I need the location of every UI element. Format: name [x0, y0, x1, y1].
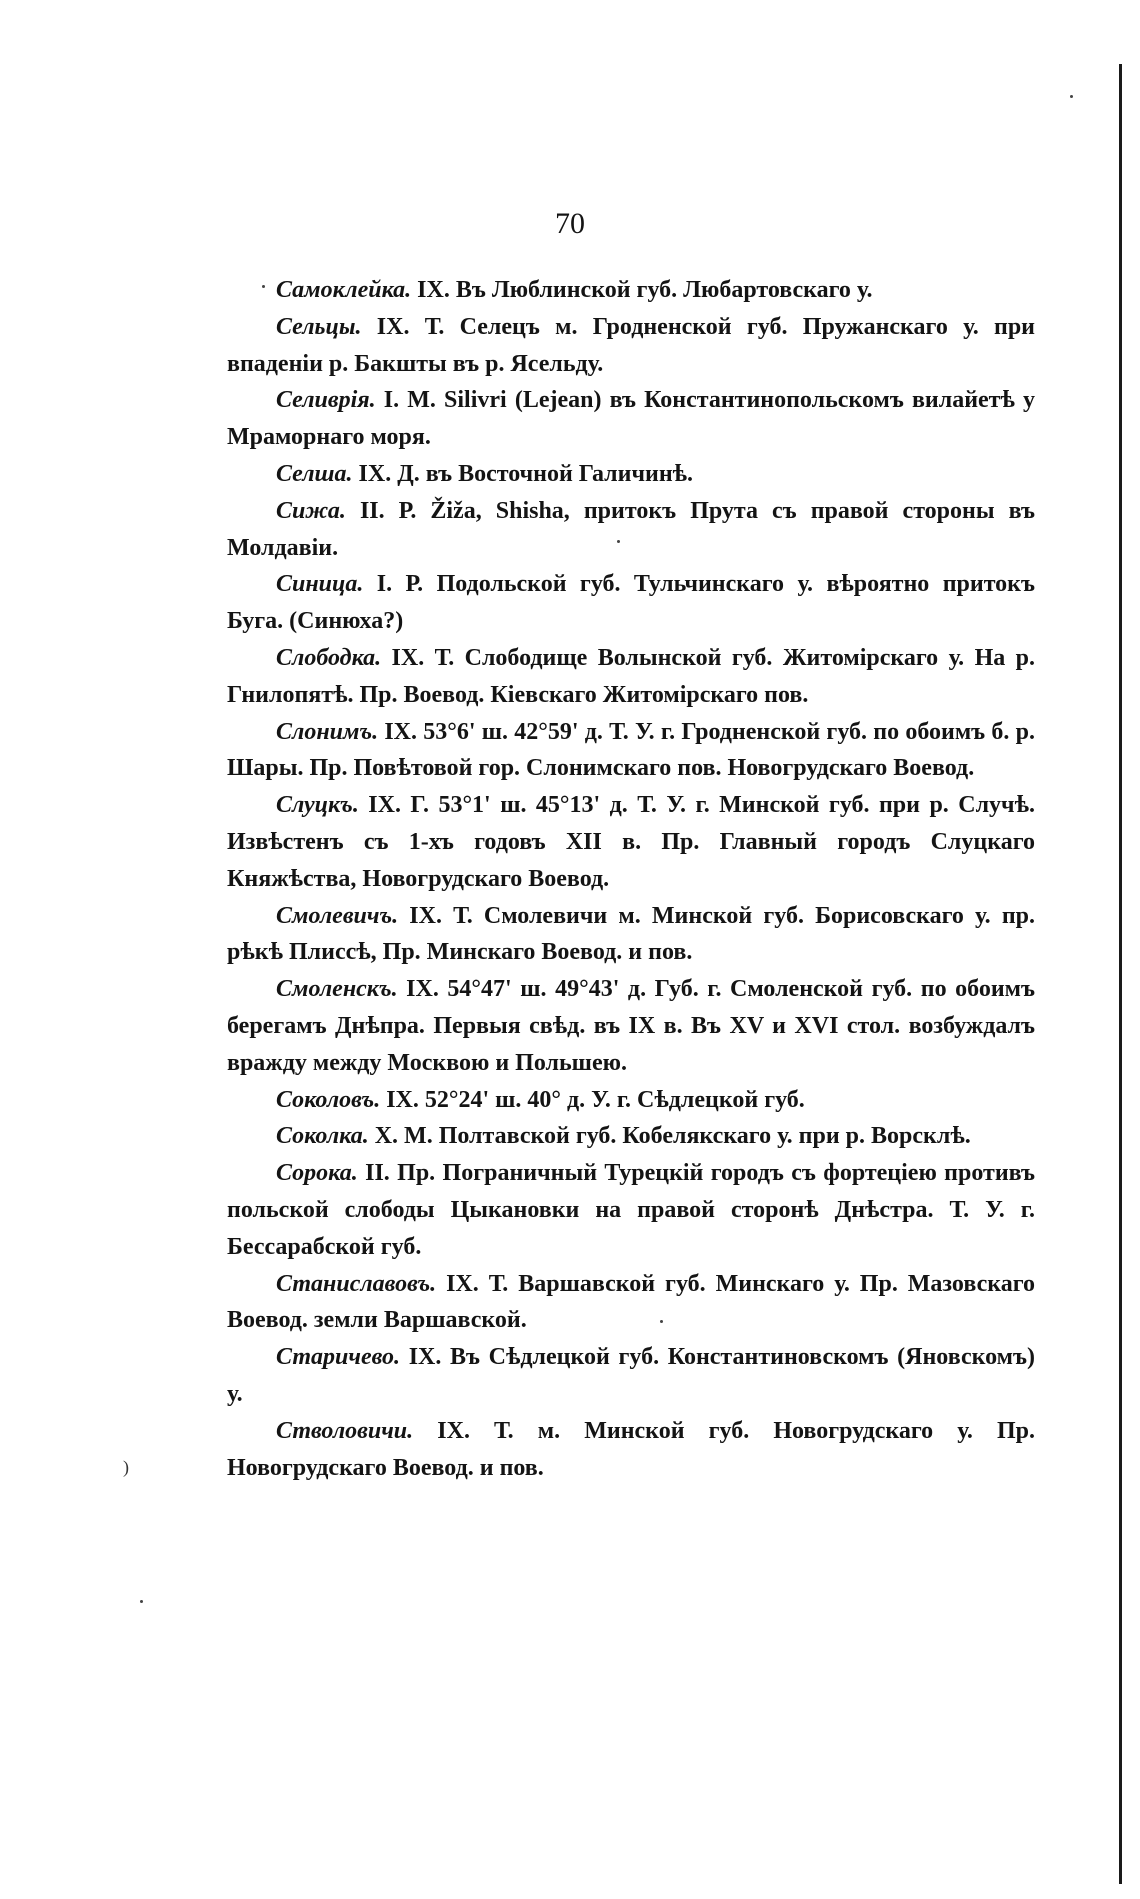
- entry-term: Стволовичи.: [276, 1417, 414, 1444]
- entry-sokolov: [227, 1082, 1035, 1119]
- entry-term: Слуцкъ.: [276, 792, 359, 819]
- entry-term: Самоклейка.: [276, 277, 412, 303]
- entry-text: IX. Т. Слободище Волынской губ. Житомірскаго у. На р. Гнилопятѣ. Пр. Воевод. Кіевскаго Житомірскаго пов.: [227, 644, 1035, 708]
- entry-stvolovichi: [227, 1413, 1035, 1487]
- entry-term: Старичево.: [276, 1344, 401, 1371]
- entry-text: X. М. Полтавской губ. Кобелякскаго у. при р. Ворсклѣ.: [368, 1123, 971, 1150]
- entry-text: IX. Т. Смолевичи м. Минской губ. Борисовскаго у. пр. рѣкѣ Плиссѣ, Пр. Минскаго Воевод. и пов.: [227, 902, 1035, 966]
- scan-speck: [262, 285, 265, 288]
- page-number: 70: [555, 207, 585, 240]
- entry-sizha: [227, 493, 1035, 567]
- entry-text: IX. 52°24' ш. 40° д. У. г. Сѣдлецкой губ.: [380, 1086, 805, 1113]
- entry-text: II. Р. Žiža, Shisha, притокъ Прута съ правой стороны въ Молдавіи.: [227, 497, 1035, 561]
- entry-term: Соколка.: [276, 1123, 369, 1150]
- entry-term: Смоленскъ.: [276, 976, 398, 1003]
- entry-sinitsa: [227, 566, 1035, 640]
- entry-text: IX. Въ Сѣдлецкой губ. Константиновскомъ (Яновскомъ) у.: [227, 1344, 1035, 1407]
- entry-selsha: [227, 456, 1035, 493]
- entry-term: Сельцы.: [276, 313, 362, 340]
- entry-text: IX. Т. м. Минской губ. Новогрудскаго у. Пр. Новогрудскаго Воевод. и пов.: [227, 1417, 1035, 1481]
- entry-text: IX. Г. 53°1' ш. 45°13' д. Т. У. г. Минской губ. при р. Случѣ. Извѣстенъ съ 1-хъ годовъ XII в. Пр. Главный городъ Слуцкаго Княжѣства, Новогрудскаго Воевод.: [227, 792, 1035, 892]
- entry-text: IX. Т. Селецъ м. Гродненской губ. Пружанскаго у. при впаденіи р. Бакшты въ р. Ясельду.: [227, 313, 1035, 377]
- entry-selivria: [227, 382, 1035, 456]
- entry-sokolka: [227, 1118, 1035, 1155]
- entry-term: Селша.: [276, 460, 353, 487]
- entry-term: Станиславовъ.: [276, 1270, 437, 1297]
- entry-slutsk: [227, 787, 1035, 897]
- entry-term: Сижа.: [276, 497, 346, 524]
- scan-speck: [140, 1600, 143, 1603]
- entry-text: IX. 54°47' ш. 49°43' д. Губ. г. Смоленской губ. по обоимъ берегамъ Днѣпра. Первыя свѣд. въ IX в. Въ XV и XVI стол. возбуждалъ вражду между Москвою и Польшею.: [227, 976, 1035, 1076]
- entry-term: Соколовъ.: [276, 1086, 381, 1113]
- entry-text: IX. Д. въ Восточной Галичинѣ.: [352, 460, 694, 487]
- scan-speck: [1070, 95, 1073, 98]
- entry-text: IX. Т. Варшавской губ. Минскаго у. Пр. Мазовскаго Воевод. земли Варшавской.: [227, 1270, 1035, 1334]
- scan-speck: [660, 1320, 663, 1323]
- entry-text: II. Пр. Пограничный Турецкій городъ съ фортеціею противъ польской слободы Цыкановки на правой сторонѣ Днѣстра. Т. У. г. Бессарабской губ.: [227, 1160, 1035, 1260]
- entry-term: Сорока.: [276, 1160, 358, 1187]
- entry-slonim: [227, 714, 1035, 788]
- entry-starichevo: [227, 1339, 1035, 1413]
- entry-smolevich: [227, 898, 1035, 972]
- entry-text: I. М. Silivri (Lejean) въ Константинопольскомъ вилайетѣ у Мраморнаго моря.: [227, 387, 1035, 451]
- entry-term: Смолевичъ.: [276, 902, 399, 929]
- gazetteer-entries: [227, 272, 1035, 1486]
- entry-text: I. Р. Подольской губ. Тульчинскаго у. вѣроятно притокъ Буга. (Синюха?): [227, 571, 1035, 635]
- margin-mark: ): [123, 1457, 129, 1477]
- entry-term: Селиврія.: [276, 387, 376, 414]
- entry-soroka: [227, 1155, 1035, 1265]
- entry-term: Синица.: [276, 571, 364, 598]
- entry-seltsy: [227, 309, 1035, 383]
- entry-term: Слободка.: [276, 644, 382, 671]
- entry-term: Слонимъ.: [276, 718, 379, 745]
- scan-speck: [617, 540, 620, 543]
- entry-slobodka: [227, 640, 1035, 714]
- entry-stanislavov: [227, 1266, 1035, 1340]
- entry-samokleika: [227, 272, 1035, 309]
- entry-smolensk: [227, 971, 1035, 1081]
- page-edge-line: [1119, 64, 1122, 1884]
- entry-text: IX. Въ Люблинской губ. Любартовскаго у.: [411, 277, 873, 303]
- entry-text: IX. 53°6' ш. 42°59' д. Т. У. г. Гродненской губ. по обоимъ б. р. Шары. Пр. Повѣтовой гор. Слонимскаго пов. Новогрудскаго Воевод.: [227, 718, 1035, 782]
